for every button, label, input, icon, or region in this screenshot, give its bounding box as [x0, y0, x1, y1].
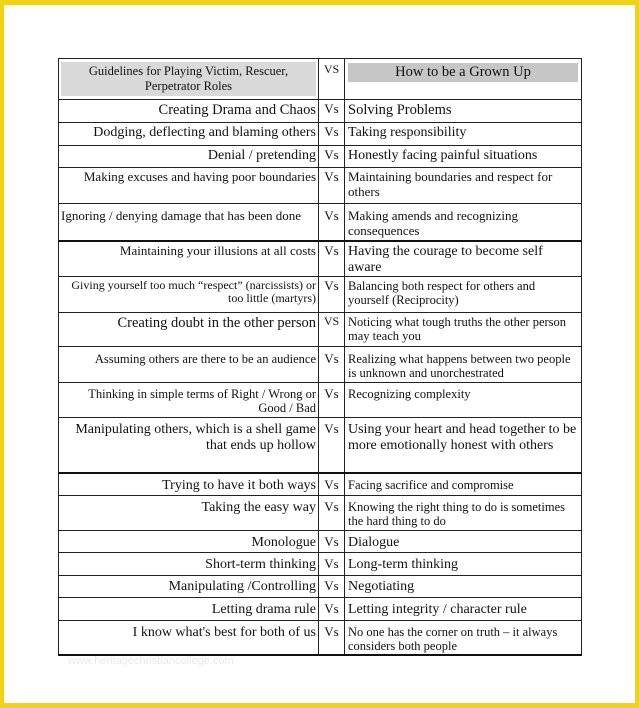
header-vs: VS	[319, 59, 345, 100]
row-vs: Vs	[319, 417, 345, 473]
row-left: Trying to have it both ways	[59, 473, 319, 495]
table-row	[59, 346, 582, 382]
row-vs: Vs	[319, 530, 345, 552]
header-right-label: How to be a Grown Up	[348, 63, 578, 82]
row-left: I know what's best for both of us	[59, 620, 319, 655]
row-vs: Vs	[319, 100, 345, 123]
table-row	[59, 575, 582, 597]
row-left: Creating doubt in the other person	[59, 312, 319, 346]
table-row	[59, 168, 582, 204]
row-left: Ignoring / denying damage that has been done	[59, 204, 319, 241]
row-left: Manipulating others, which is a shell game that ends up hollow	[59, 417, 319, 473]
row-right: Facing sacrifice and compromise	[345, 473, 582, 495]
row-vs: Vs	[319, 168, 345, 204]
table-row	[59, 241, 582, 277]
row-left: Creating Drama and Chaos	[59, 100, 319, 123]
row-right: Having the courage to become self aware	[345, 241, 582, 277]
row-vs: Vs	[319, 123, 345, 146]
table-row	[59, 552, 582, 575]
row-right: Dialogue	[345, 530, 582, 552]
table-row	[59, 597, 582, 620]
table-row	[59, 204, 582, 241]
row-left: Monologue	[59, 530, 319, 552]
row-vs: Vs	[319, 552, 345, 575]
row-right: Recognizing complexity	[345, 382, 582, 417]
row-right: Honestly facing painful situations	[345, 146, 582, 168]
table-row	[59, 530, 582, 552]
row-left: Taking the easy way	[59, 495, 319, 530]
row-left: Dodging, deflecting and blaming others	[59, 123, 319, 146]
row-left: Thinking in simple terms of Right / Wrong or Good / Bad	[59, 382, 319, 417]
row-left: Short-term thinking	[59, 552, 319, 575]
row-right: Making amends and recognizing consequences	[345, 204, 582, 241]
table-row	[59, 276, 582, 312]
row-right: Realizing what happens between two people is unknown and unorchestrated	[345, 346, 582, 382]
row-right: Using your heart and head together to be more emotionally honest with others	[345, 417, 582, 473]
table-row	[59, 620, 582, 655]
row-right: Noticing what tough truths the other person may teach you	[345, 312, 582, 346]
row-left: Denial / pretending	[59, 146, 319, 168]
header-right-cell	[345, 59, 582, 100]
row-vs: Vs	[319, 346, 345, 382]
row-left: Assuming others are there to be an audience	[59, 346, 319, 382]
row-vs: VS	[319, 312, 345, 346]
table-row	[59, 312, 582, 346]
row-right: Solving Problems	[345, 100, 582, 123]
row-right: No one has the corner on truth – it always considers both people	[345, 620, 582, 655]
row-left: Letting drama rule	[59, 597, 319, 620]
row-vs: Vs	[319, 241, 345, 277]
row-right: Maintaining boundaries and respect for others	[345, 168, 582, 204]
header-left-label: Guidelines for Playing Victim, Rescuer, Perpetrator Roles	[61, 62, 316, 96]
row-left: Making excuses and having poor boundaries	[59, 168, 319, 204]
row-vs: Vs	[319, 473, 345, 495]
row-vs: Vs	[319, 575, 345, 597]
watermark: www.heritagechristiancollege.com	[68, 655, 234, 667]
row-right: Long-term thinking	[345, 552, 582, 575]
row-vs: Vs	[319, 146, 345, 168]
header-row	[59, 59, 582, 100]
row-right: Balancing both respect for others and yourself (Reciprocity)	[345, 276, 582, 312]
row-vs: Vs	[319, 620, 345, 655]
row-right: Knowing the right thing to do is sometimes the hard thing to do	[345, 495, 582, 530]
table-row	[59, 382, 582, 417]
row-left: Manipulating /Controlling	[59, 575, 319, 597]
table-row	[59, 495, 582, 530]
row-right: Negotiating	[345, 575, 582, 597]
row-vs: Vs	[319, 276, 345, 312]
row-vs: Vs	[319, 495, 345, 530]
row-left: Giving yourself too much “respect” (narcissists) or too little (martyrs)	[59, 276, 319, 312]
row-vs: Vs	[319, 382, 345, 417]
table-row	[59, 417, 582, 473]
row-right: Letting integrity / character rule	[345, 597, 582, 620]
row-vs: Vs	[319, 597, 345, 620]
row-vs: Vs	[319, 204, 345, 241]
table-row	[59, 123, 582, 146]
row-left: Maintaining your illusions at all costs	[59, 241, 319, 277]
row-right: Taking responsibility	[345, 123, 582, 146]
table-row	[59, 146, 582, 168]
header-left-cell	[59, 59, 319, 100]
table-row	[59, 473, 582, 495]
table-row	[59, 100, 582, 123]
comparison-table	[58, 58, 582, 656]
